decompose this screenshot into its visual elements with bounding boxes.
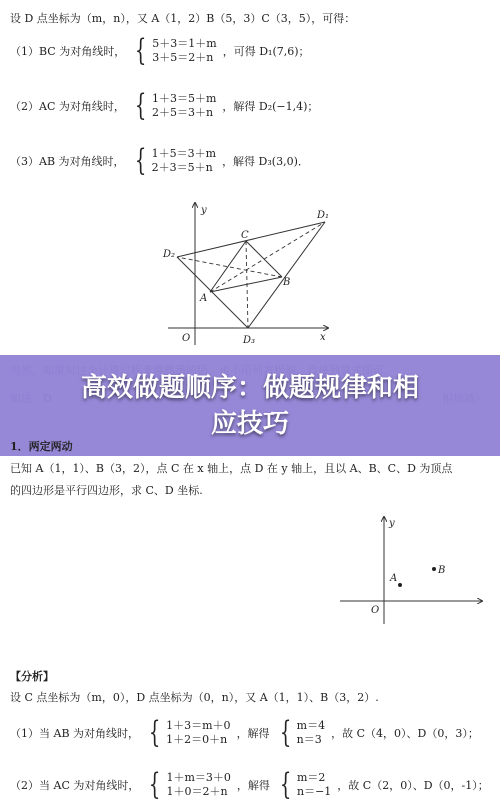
equation-system: { 1＋3＝5＋m 2＋5＝3＋n bbox=[134, 88, 217, 123]
problem-text-line2: 的四边形是平行四边形，求 C、D 坐标. bbox=[10, 484, 203, 497]
equation: 1＋3＝m＋0 bbox=[166, 719, 231, 732]
y-axis-label: y bbox=[201, 205, 207, 216]
point-a-label: A bbox=[390, 573, 398, 584]
analysis-intro: 设 C 点坐标为（m，0），D 点坐标为（0，n），又 A（1，1）、B（3，2）. bbox=[10, 691, 379, 704]
case-result: ，解得 D₃(3,0)． bbox=[222, 155, 309, 168]
origin-label: O bbox=[371, 605, 380, 616]
case-result: ，故 C（2，0）、D（0，-1）； bbox=[337, 779, 489, 792]
title-banner bbox=[0, 355, 500, 456]
equation: 2＋3＝5＋n bbox=[151, 161, 213, 174]
equation: 1＋3＝5＋m bbox=[151, 92, 217, 105]
case-result: ，解得 D₂(−1,4)； bbox=[222, 100, 319, 113]
section-title: 1．两定两动 bbox=[10, 440, 73, 453]
analysis-case-ab bbox=[10, 715, 479, 750]
point-a-label: A bbox=[200, 293, 208, 304]
case-result: ，故 C（4，0）、D（0，3）； bbox=[331, 727, 479, 740]
banner-title-line2: 应技巧 bbox=[210, 408, 289, 439]
point-c-label: C bbox=[241, 230, 249, 241]
solution-system: { m＝2 n＝−1 bbox=[279, 767, 332, 802]
equation: 5＋3＝1＋m bbox=[152, 37, 217, 50]
analysis-title: 【分析】 bbox=[10, 670, 54, 683]
case-bc-diagonal bbox=[10, 33, 310, 68]
solution: n＝−1 bbox=[296, 785, 332, 798]
intro-text: 设 D 点坐标为（m，n），又 A（1，2）B（5，3）C（3，5），可得： bbox=[10, 12, 356, 25]
edge-a-b bbox=[210, 277, 282, 292]
parallelogram-graph bbox=[160, 195, 340, 350]
equation-system: { 5＋3＝1＋m 3＋5＝2＋n bbox=[135, 33, 217, 68]
point-d2-label: D₂ bbox=[163, 249, 176, 260]
analysis-case-ac bbox=[10, 767, 489, 802]
point-b bbox=[432, 567, 436, 571]
banner-title-line1: 高效做题顺序：做题规律和相 bbox=[80, 372, 419, 403]
equation: 1＋m＝3＋0 bbox=[166, 771, 231, 784]
case-mid: ，解得 bbox=[236, 727, 270, 740]
point-d3-label: D₃ bbox=[243, 335, 256, 346]
equation-system: { 1＋5＝3＋m 2＋3＝5＋n bbox=[134, 143, 217, 178]
point-b-label: B bbox=[283, 277, 291, 288]
case-result: ，可得 D₁(7,6)； bbox=[222, 45, 310, 58]
case-label: （1）BC 为对角线时， bbox=[10, 45, 126, 58]
equation: 1＋2＝0＋n bbox=[166, 733, 228, 746]
equation: 3＋5＝2＋n bbox=[152, 51, 214, 64]
case-ac-diagonal bbox=[10, 88, 319, 123]
point-plot-graph bbox=[335, 512, 485, 627]
edge-a-c bbox=[210, 241, 246, 292]
point-d1-label: D₁ bbox=[317, 210, 330, 221]
case-label: （1）当 AB 为对角线时， bbox=[10, 727, 140, 740]
case-label: （2）当 AC 为对角线时， bbox=[10, 779, 140, 792]
case-mid: ，解得 bbox=[236, 779, 270, 792]
solution-system: { m＝4 n＝3 bbox=[279, 715, 326, 750]
case-label: （3）AB 为对角线时， bbox=[10, 155, 125, 168]
point-b-label: B bbox=[438, 565, 446, 576]
case-label: （2）AC 为对角线时， bbox=[10, 100, 125, 113]
case-ab-diagonal bbox=[10, 143, 309, 178]
equation: 1＋5＝3＋m bbox=[151, 147, 217, 160]
y-axis-label: y bbox=[389, 518, 395, 529]
equation-system: { 1＋m＝3＋0 1＋0＝2＋n bbox=[149, 767, 231, 802]
x-axis-label: x bbox=[320, 332, 326, 343]
point-a bbox=[398, 583, 402, 587]
origin-label: O bbox=[182, 333, 191, 344]
diagonal-a-d1 bbox=[210, 222, 325, 292]
problem-text-line1: 已知 A（1，1）、B（3，2），点 C 在 x 轴上，点 D 在 y 轴上，且以 A、B、C、D 为顶点 bbox=[10, 462, 453, 475]
equation-system: { 1＋3＝m＋0 1＋2＝0＋n bbox=[148, 715, 231, 750]
equation: 1＋0＝2＋n bbox=[166, 785, 228, 798]
equation: 2＋5＝3＋n bbox=[151, 106, 214, 119]
solution: m＝4 bbox=[296, 719, 326, 732]
solution: m＝2 bbox=[296, 771, 326, 784]
edge-d2-d3 bbox=[177, 257, 248, 328]
solution: n＝3 bbox=[296, 733, 322, 746]
diagonal-b-d2 bbox=[177, 257, 282, 277]
